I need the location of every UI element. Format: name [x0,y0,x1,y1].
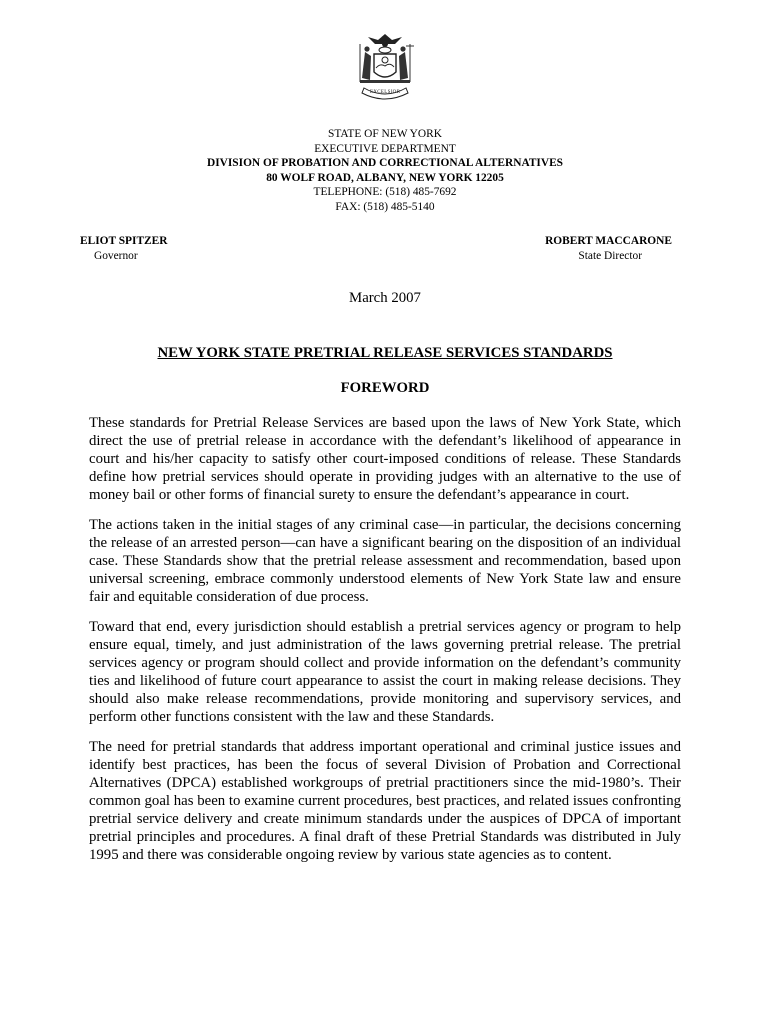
letterhead-telephone: TELEPHONE: (518) 485-7692 [313,186,457,199]
governor-name: ELIOT SPITZER [80,235,168,247]
document-title: NEW YORK STATE PRETRIAL RELEASE SERVICES STANDARDS [157,345,613,361]
seal-motto: EXCELSIOR [370,90,401,95]
letterhead-address: 80 WOLF ROAD, ALBANY, NEW YORK 12205 [266,171,504,184]
director-name: ROBERT MACCARONE [545,235,672,247]
letterhead-fax: FAX: (518) 485-5140 [335,200,435,213]
governor-block [80,234,167,264]
letterhead [0,127,770,215]
section-heading: FOREWORD [340,380,430,396]
body-text [89,414,681,876]
governor-title: Governor [94,250,138,262]
letterhead-division: DIVISION OF PROBATION AND CORRECTIONAL ALTERNATIVES [206,157,564,170]
letterhead-department: EXECUTIVE DEPARTMENT [314,142,456,155]
director-title: State Director [578,250,642,262]
letterhead-state: STATE OF NEW YORK [328,128,442,140]
paragraph: The need for pretrial standards that address important operational and criminal justice issues and identify best practices, has been the focus of several Division of Probation and Correctional Alternatives (DPCA) established workgroups of pretrial practitioners since the mid-1980’s. Their common goal has been to examine current procedures, best practices, and related issues confronting pretrial service delivery and create minimum standards under the auspices of DPCA of important pretrial principles and procedures. A final draft of these Pretrial Standards was distributed in July 1995 and there was considerable ongoing review by various state agencies as to content. [89,739,681,863]
director-block [545,234,672,264]
paragraph: The actions taken in the initial stages of any criminal case—in particular, the decisions concerning the release of an arrested person—can have a significant bearing on the disposition of an individual case. These Standards show that the pretrial release assessment and recommendation, based upon universal screening, embrace commonly understood elements of New York State law and ensure fair and equitable consideration of due process. [89,517,681,605]
paragraph: Toward that end, every jurisdiction should establish a pretrial services agency or program to help ensure equal, timely, and just administration of the laws governing pretrial release. The pretrial services agency or program should collect and provide information on the defendant’s community ties and likelihood of future court appearance to assist the court in making release decisions. They should also make release recommendations, provide monitoring and supervisory services, and perform other functions consistent with the law and these Standards. [89,619,681,725]
paragraph: These standards for Pretrial Release Services are based upon the laws of New York State, which direct the use of pretrial release in accordance with the defendant’s likelihood of appearance in court and his/her capacity to satisfy other court-imposed conditions of release. These Standards define how pretrial services should operate in providing judges with an alternative to the use of money bail or other forms of financial surety to ensure the defendant’s appearance in court. [89,415,681,503]
document-date: March 2007 [349,290,421,306]
